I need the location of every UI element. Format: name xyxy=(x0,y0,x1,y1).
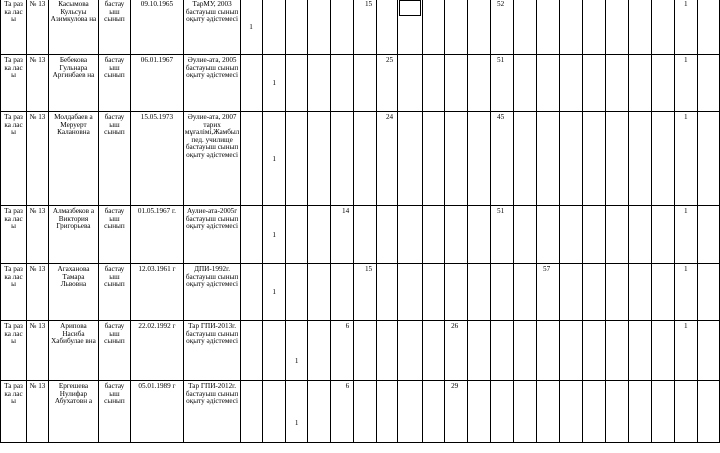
empty-cell xyxy=(651,112,674,206)
empty-cell xyxy=(514,206,537,264)
name-cell: Касымова Кульсуы Азимкулова на xyxy=(48,0,98,55)
value-cell: 24 xyxy=(377,112,398,206)
empty-cell xyxy=(651,264,674,321)
dob-cell: 15.05.1973 xyxy=(130,112,183,206)
value-cell: 1 xyxy=(263,264,286,321)
empty-cell xyxy=(398,321,423,381)
value-cell: 25 xyxy=(377,55,398,112)
value-cell: 1 xyxy=(674,321,697,381)
empty-cell xyxy=(628,264,651,321)
empty-cell xyxy=(514,55,537,112)
education-cell: ТарМУ, 2003 бастауыш сынып оқыту әдістемесі xyxy=(183,0,240,55)
empty-cell xyxy=(377,0,398,55)
empty-cell xyxy=(331,264,354,321)
empty-cell xyxy=(605,0,628,55)
empty-cell xyxy=(308,55,331,112)
value-cell: 1 xyxy=(263,112,286,206)
empty-cell xyxy=(514,321,537,381)
empty-cell xyxy=(582,321,605,381)
value-cell: 14 xyxy=(331,206,354,264)
empty-cell xyxy=(582,55,605,112)
empty-cell xyxy=(308,0,331,55)
empty-cell xyxy=(536,55,559,112)
empty-cell xyxy=(491,381,514,443)
education-cell: Әулие-ата, 2007 тарих мұғалімі,Жамбыл пед. училище бастауыш сынып оқыту әдістемесі xyxy=(183,112,240,206)
education-cell: Аулие-ата-2005г бастауыш сынып оқыту әдістемесі xyxy=(183,206,240,264)
region-cell: Та раз ка лас ы xyxy=(1,381,27,443)
empty-cell xyxy=(445,206,468,264)
dob-cell: 22.02.1992 г xyxy=(130,321,183,381)
type-cell: бастау ыш сынып xyxy=(98,321,130,381)
empty-cell xyxy=(354,55,377,112)
empty-cell xyxy=(354,112,377,206)
empty-cell xyxy=(423,206,445,264)
empty-cell xyxy=(559,264,582,321)
empty-cell xyxy=(536,0,559,55)
empty-cell xyxy=(491,321,514,381)
empty-cell xyxy=(377,321,398,381)
type-cell: бастау ыш сынып xyxy=(98,264,130,321)
empty-cell xyxy=(514,112,537,206)
name-cell: Бебекова Гульнара Аргинбаев на xyxy=(48,55,98,112)
empty-cell xyxy=(286,206,308,264)
empty-cell xyxy=(423,321,445,381)
empty-cell xyxy=(286,264,308,321)
value-cell: 15 xyxy=(354,0,377,55)
value-cell: 26 xyxy=(445,321,468,381)
empty-cell xyxy=(605,206,628,264)
empty-cell xyxy=(559,0,582,55)
dob-cell: 01.05.1967 г. xyxy=(130,206,183,264)
empty-cell xyxy=(536,321,559,381)
empty-cell xyxy=(697,381,719,443)
value-cell: 1 xyxy=(674,55,697,112)
empty-cell xyxy=(651,55,674,112)
empty-cell xyxy=(536,112,559,206)
empty-cell xyxy=(628,206,651,264)
empty-cell xyxy=(697,112,719,206)
empty-cell xyxy=(263,381,286,443)
empty-cell xyxy=(628,55,651,112)
education-cell: Тар ГПИ-2013г. бастауыш сынып оқыту әдістемесі xyxy=(183,321,240,381)
value-cell: 51 xyxy=(491,55,514,112)
table-row xyxy=(1,381,720,443)
empty-cell xyxy=(398,55,423,112)
region-cell: Та раз ка лас ы xyxy=(1,321,27,381)
empty-cell xyxy=(398,0,423,55)
empty-cell xyxy=(445,0,468,55)
empty-cell xyxy=(559,381,582,443)
number-cell: № 13 xyxy=(26,321,48,381)
value-cell: 45 xyxy=(491,112,514,206)
name-cell: Ергешева Нулифар Абухатовн а xyxy=(48,381,98,443)
dob-cell: 09.10.1965 xyxy=(130,0,183,55)
empty-cell xyxy=(468,321,491,381)
empty-cell xyxy=(331,0,354,55)
empty-cell xyxy=(559,206,582,264)
empty-cell xyxy=(605,381,628,443)
empty-cell xyxy=(241,206,263,264)
value-cell: 1 xyxy=(674,206,697,264)
region-cell: Та раз ка лас ы xyxy=(1,0,27,55)
empty-cell xyxy=(354,321,377,381)
empty-cell xyxy=(286,112,308,206)
empty-cell xyxy=(674,381,697,443)
empty-cell xyxy=(582,264,605,321)
empty-cell xyxy=(536,381,559,443)
empty-cell xyxy=(354,206,377,264)
value-cell: 1 xyxy=(241,0,263,55)
empty-cell xyxy=(697,55,719,112)
empty-cell xyxy=(697,206,719,264)
empty-cell xyxy=(628,0,651,55)
table-row xyxy=(1,321,720,381)
number-cell: № 13 xyxy=(26,264,48,321)
region-cell: Та раз ка лас ы xyxy=(1,112,27,206)
empty-cell xyxy=(308,321,331,381)
empty-cell xyxy=(241,381,263,443)
empty-cell xyxy=(582,206,605,264)
table-row xyxy=(1,206,720,264)
empty-cell xyxy=(377,206,398,264)
region-cell: Та раз ка лас ы xyxy=(1,264,27,321)
empty-cell xyxy=(241,264,263,321)
empty-cell xyxy=(605,264,628,321)
empty-cell xyxy=(697,0,719,55)
table-row xyxy=(1,264,720,321)
empty-cell xyxy=(468,206,491,264)
empty-cell xyxy=(263,0,286,55)
empty-cell xyxy=(423,55,445,112)
empty-cell xyxy=(241,321,263,381)
value-cell: 1 xyxy=(674,0,697,55)
education-cell: ДПИ-1992г. бастауыш сынып оқыту әдістемесі xyxy=(183,264,240,321)
empty-cell xyxy=(398,264,423,321)
number-cell: № 13 xyxy=(26,381,48,443)
empty-cell xyxy=(468,112,491,206)
education-cell: Әулие-ата, 2005 бастауыш сынып оқыту әдістемесі xyxy=(183,55,240,112)
empty-cell xyxy=(423,0,445,55)
education-cell: Тар ГПИ-2012г. бастауыш сынып оқыту әдістемесі xyxy=(183,381,240,443)
region-cell: Та раз ка лас ы xyxy=(1,206,27,264)
empty-cell xyxy=(241,55,263,112)
empty-cell xyxy=(423,381,445,443)
empty-cell xyxy=(286,55,308,112)
name-cell: Арипова Насиба Хабибулае вна xyxy=(48,321,98,381)
empty-cell xyxy=(605,55,628,112)
empty-cell xyxy=(377,264,398,321)
boxed-cell-frame xyxy=(399,0,421,16)
empty-cell xyxy=(398,206,423,264)
empty-cell xyxy=(331,112,354,206)
value-cell: 6 xyxy=(331,321,354,381)
empty-cell xyxy=(308,206,331,264)
table-row xyxy=(1,112,720,206)
dob-cell: 06.01.1967 xyxy=(130,55,183,112)
empty-cell xyxy=(423,264,445,321)
empty-cell xyxy=(651,321,674,381)
empty-cell xyxy=(377,381,398,443)
name-cell: Алмазбеков а Виктория Григорьева xyxy=(48,206,98,264)
empty-cell xyxy=(651,381,674,443)
empty-cell xyxy=(628,321,651,381)
empty-cell xyxy=(559,112,582,206)
number-cell: № 13 xyxy=(26,55,48,112)
empty-cell xyxy=(468,0,491,55)
empty-cell xyxy=(628,112,651,206)
empty-cell xyxy=(398,112,423,206)
name-cell: Агаханова Тамара Львовна xyxy=(48,264,98,321)
empty-cell xyxy=(308,264,331,321)
empty-cell xyxy=(445,264,468,321)
empty-cell xyxy=(514,0,537,55)
region-cell: Та раз ка лас ы xyxy=(1,55,27,112)
empty-cell xyxy=(514,264,537,321)
name-cell: Молдабаев а Меруерт Калановна xyxy=(48,112,98,206)
dob-cell: 05.01.1989 г xyxy=(130,381,183,443)
value-cell: 51 xyxy=(491,206,514,264)
empty-cell xyxy=(468,55,491,112)
value-cell: 1 xyxy=(286,381,308,443)
empty-cell xyxy=(331,55,354,112)
value-cell: 1 xyxy=(263,55,286,112)
empty-cell xyxy=(445,112,468,206)
empty-cell xyxy=(263,321,286,381)
value-cell: 1 xyxy=(263,206,286,264)
empty-cell xyxy=(628,381,651,443)
empty-cell xyxy=(582,112,605,206)
empty-cell xyxy=(354,381,377,443)
empty-cell xyxy=(536,206,559,264)
empty-cell xyxy=(468,381,491,443)
value-cell: 1 xyxy=(674,112,697,206)
value-cell: 15 xyxy=(354,264,377,321)
empty-cell xyxy=(491,264,514,321)
empty-cell xyxy=(697,264,719,321)
empty-cell xyxy=(468,264,491,321)
empty-cell xyxy=(559,55,582,112)
empty-cell xyxy=(651,0,674,55)
type-cell: бастау ыш сынып xyxy=(98,55,130,112)
type-cell: бастау ыш сынып xyxy=(98,381,130,443)
empty-cell xyxy=(423,112,445,206)
number-cell: № 13 xyxy=(26,112,48,206)
value-cell: 29 xyxy=(445,381,468,443)
empty-cell xyxy=(582,381,605,443)
number-cell: № 13 xyxy=(26,206,48,264)
value-cell: 57 xyxy=(536,264,559,321)
empty-cell xyxy=(308,112,331,206)
empty-cell xyxy=(697,321,719,381)
empty-cell xyxy=(514,381,537,443)
type-cell: бастау ыш сынып xyxy=(98,206,130,264)
type-cell: бастау ыш сынып xyxy=(98,0,130,55)
empty-cell xyxy=(241,112,263,206)
empty-cell xyxy=(308,381,331,443)
empty-cell xyxy=(559,321,582,381)
table-row xyxy=(1,0,720,55)
empty-cell xyxy=(605,321,628,381)
empty-cell xyxy=(582,0,605,55)
table-row xyxy=(1,55,720,112)
value-cell: 1 xyxy=(286,321,308,381)
empty-cell xyxy=(398,381,423,443)
empty-cell xyxy=(651,206,674,264)
type-cell: бастау ыш сынып xyxy=(98,112,130,206)
value-cell: 6 xyxy=(331,381,354,443)
value-cell: 52 xyxy=(491,0,514,55)
empty-cell xyxy=(286,0,308,55)
number-cell: № 13 xyxy=(26,0,48,55)
empty-cell xyxy=(605,112,628,206)
empty-cell xyxy=(445,55,468,112)
value-cell: 1 xyxy=(674,264,697,321)
dob-cell: 12.03.1961 г xyxy=(130,264,183,321)
